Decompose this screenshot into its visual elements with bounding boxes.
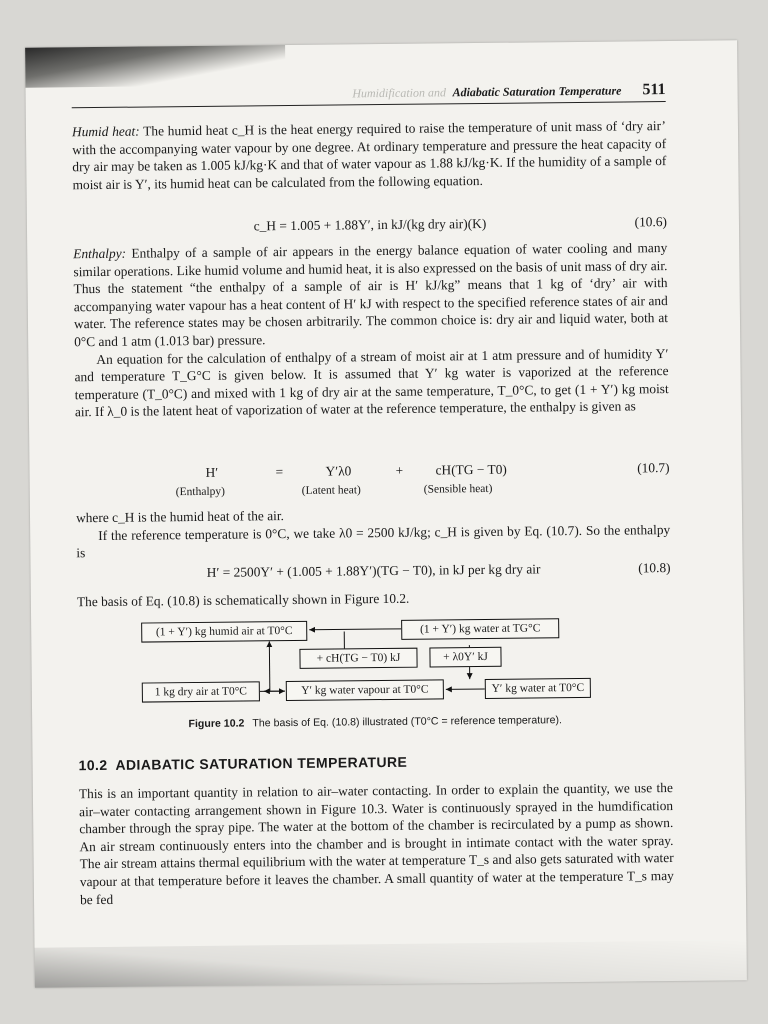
scan-shadow-top <box>25 45 285 88</box>
box-sensible-heat: + cH(TG − T0) kJ <box>299 648 417 669</box>
ast-paragraph <box>79 779 674 908</box>
eq-10-7-caption-sensible: (Sensible heat) <box>423 482 493 496</box>
after-eq-10-7-text <box>76 503 671 562</box>
humid-heat-paragraph <box>72 117 667 194</box>
eq-10-7-sensible-term: cH(TG − T0) <box>435 461 507 478</box>
equation-10-6 <box>73 213 667 239</box>
running-title: Adiabatic Saturation Temperature <box>452 83 622 100</box>
book-page <box>25 40 747 987</box>
equation-10-8-number: (10.8) <box>638 560 671 576</box>
figure-caption-text: The basis of Eq. (10.8) illustrated (T0°C = reference temperature). <box>252 714 562 730</box>
eq-10-7-caption-latent: (Latent heat) <box>301 484 361 497</box>
equation-10-8 <box>77 559 671 585</box>
box-water-top: (1 + Y′) kg water at TG°C <box>401 618 559 640</box>
reference-temp-line: If the reference temperature is 0°C, we take λ0 = 2500 kJ/kg; c_H is given by Eq. (10.7). So the enthalpy is <box>76 521 671 561</box>
eq-10-7-latent-term: Y′λ0 <box>325 463 352 479</box>
arrow-up-to-humid-air <box>269 641 270 691</box>
basis-sentence: The basis of Eq. (10.8) is schematically shown in Figure 10.2. <box>76 590 410 610</box>
equation-10-7-number: (10.7) <box>637 460 670 476</box>
enthalpy-term: Enthalpy: <box>73 245 127 262</box>
section-heading <box>79 751 673 773</box>
box-dry-air: 1 kg dry air at T0°C <box>142 681 260 702</box>
header-faint-text: Humidification and <box>352 85 447 101</box>
equation-10-8-body: H′ = 2500Y′ + (1.005 + 1.88Y′)(TG − T0), in kJ per kg dry air <box>206 561 541 580</box>
eq-10-7-lhs: H′ <box>205 464 219 480</box>
box-water-bottom: Y′ kg water at T0°C <box>485 678 591 699</box>
equation-10-6-body: c_H = 1.005 + 1.88Y′, in kJ/(kg dry air)(K) <box>253 215 487 234</box>
enthalpy-paragraph-2: An equation for the calculation of enthalpy of a stream of moist air at 1 atm pressure and of humidity Y′ and temperature T_G°C is given below. It is assumed that Y′ kg water is vaporized at the reference temperature (T_0°C) and mixed with 1 kg of dry air at the same temperature, T_0°C, to get (1 + Y′) kg moist air. If λ_0 is the latent heat of vaporization of water at the reference temperature, the enthalpy is given as <box>74 345 669 420</box>
figure-label: Figure 10.2 <box>188 717 245 731</box>
eq-10-7-plus: + <box>395 462 404 478</box>
box-water-vapour: Y′ kg water vapour at T0°C <box>286 679 444 701</box>
humid-heat-text: The humid heat c_H is the heat energy required to raise the temperature of unit mass of ‘dry air’ with the accompanying water vapour by one degree. At ordinary temperature and pressure the heat capacity of dry air may be taken as 1.005 kJ/kg·K and that of water vapour as 1.88 kJ/kg·K. If the humidity of a sample of moist air is Y′, its humid heat can be calculated from the following equation. <box>72 118 667 193</box>
ast-paragraph-text: This is an important quantity in relation to air–water contacting. In order to explain the quantity, we use the air–water contacting arrangement shown in Figure 10.3. Water is continuously sprayed in the humdification chamber through the spray pipe. The water at the bottom of the chamber is recirculated by a pump as shown. An air stream continuously enters into the chamber and is brought in intimate contact with the water spray. The air stream attains thermal equilibrium with the water at temperature T_s and also gets saturated with water vapour at that temperature before it leaves the chamber. A small quantity of water at the temperature T_s may be fed <box>78 780 674 907</box>
figure-caption <box>78 713 672 731</box>
scan-shadow-bottom <box>35 940 747 987</box>
box-latent-heat: + λ0Y′ kJ <box>429 647 501 668</box>
enthalpy-text: Enthalpy of a sample of air appears in the energy balance equation of water cooling and many similar operations. Like humid volume and humid heat, it is also expressed on the basis of unit mass of dry air. Thus the statement “the enthalpy of a sample of air is H′ kJ/kg” means that 1 kg of ‘dry’ air with accompanying water vapour has a heat content of H′ kJ with respect to the specified reference states of air and water. The reference states may be chosen arbitrarily. The common choice is: dry air and liquid water, both at 0°C and 1 atm (1.013 bar) pressure. <box>73 240 669 350</box>
equation-10-6-number: (10.6) <box>634 214 668 230</box>
equation-10-7 <box>75 459 669 503</box>
humid-heat-term: Humid heat: <box>71 123 140 140</box>
where-line: where c_H is the humid heat of the air. <box>75 508 284 526</box>
eq-10-7-caption-enthalpy: (Enthalpy) <box>175 485 226 499</box>
figure-10-2-diagram <box>139 616 590 707</box>
section-number: 10.2 <box>78 756 108 774</box>
enthalpy-paragraph <box>73 239 669 421</box>
section-title: ADIABATIC SATURATION TEMPERATURE <box>115 753 408 773</box>
eq-10-7-equals: = <box>275 464 284 480</box>
arrow-water-to-air <box>309 629 401 630</box>
basis-line <box>77 587 671 611</box>
box-humid-air: (1 + Y′) kg humid air at T0°C <box>141 621 307 643</box>
page-number: 511 <box>642 81 666 99</box>
